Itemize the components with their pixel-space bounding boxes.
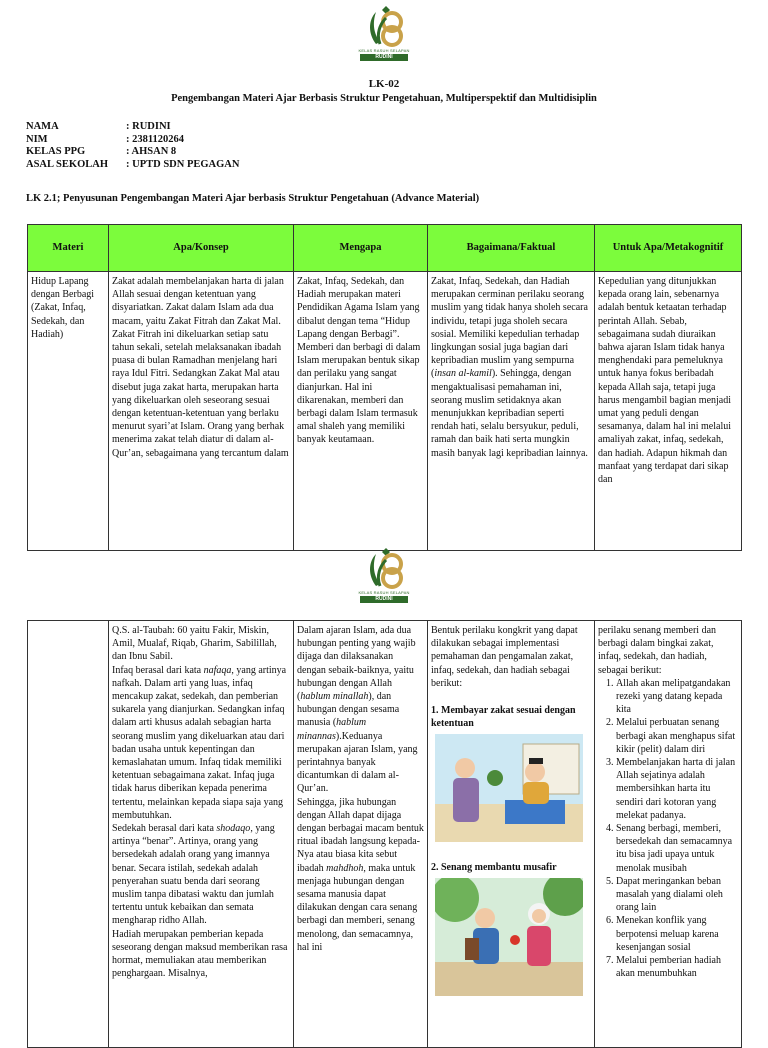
list-item: 3. Membelanjakan harta di jalan Allah sejatinya adalah membersihkan harta itu sendiri dari kotoran yang melekat padanya.	[616, 756, 738, 822]
logo-band: RUDINI	[360, 596, 408, 603]
identity-row: NAMA : RUDINI	[26, 121, 171, 132]
col-header-apa: Apa/Konsep	[109, 225, 294, 272]
material-table	[27, 224, 742, 551]
identity-row: KELAS PPG : AHSAN 8	[26, 146, 177, 157]
list-item: 5. Dapat meringankan beban masalah yang dialami oleh orang lain	[616, 875, 738, 915]
section-title: LK 2.1; Penyusunan Pengembangan Materi Ajar berbasis Struktur Pengetahuan (Advance Material)	[26, 193, 480, 204]
zakat-payment-illustration-icon	[435, 734, 583, 842]
col-header-materi: Materi	[28, 225, 109, 272]
institution-logo	[346, 546, 422, 603]
benefit-list	[598, 677, 738, 981]
identity-row: ASAL SEKOLAH : UPTD SDN PEGAGAN	[26, 158, 240, 170]
col-header-mengapa: Mengapa	[294, 225, 428, 272]
cell-materi: Hidup Lapang dengan Berbagi (Zakat, Infaq, Sedekah, dan Hadiah)	[28, 272, 109, 551]
table-row	[28, 621, 742, 1048]
cell-apa: Zakat adalah membelanjakan harta di jalan Allah sesuai dengan ketentuan yang disyariatkan. Zakat dalam Islam ada dua macam, yaitu Zakat Fitrah dan Zakat Mal. Zakat Fitrah ini dikeluarkan setiap satu tahun sekali, setelah melaksanakan ibadah puasa di bulan Ramadhan menjelang hari raya Idul Fitri. Sedangkan Zakat Mal atau disebut juga zakat harta, merupakan harta yang dikeluarkan oleh seseorang sesuai dengan ketentuan-ketentuan yang berlaku menurut syari’at Islam. Orang yang berhak menerima zakat telah diatur di dalam al-Qur’an, sebagaimana yang tercantum dalam	[109, 272, 294, 551]
cell-untuk: Kepedulian yang ditunjukkan kepada orang lain, sebenarnya adalah bentuk ketaatan terhadap perintah Allah. Sebab, sebagaimana sudah diuraikan bahwa ajaran Islam tidak hanya menghendaki para pemeluknya untuk hanya fokus beribadah kepada Allah saja, tetapi juga harus mengambil bagian menjadi umat yang peduli dengan sesamanya, dalam hal ini melalui amaliyah zakat, infaq, sedekah, dan hadiah. Adapun hikmah dan manfaat yang terdapat dari sikap dan	[595, 272, 742, 551]
logo-emblem-icon	[346, 546, 422, 590]
cell-bagaimana: Zakat, Infaq, Sedekah, dan Hadiah merupakan cerminan perilaku seorang muslim yang tidak hanya sholeh secara individu, tetapi juga sholeh secara sosial. Memiliki kepedulian terhadap lingkungan sosial juga bagian dari kepribadian muslim yang sempurna (insan al-kamil). Sehingga, dengan mengaktualisasi pemahaman ini, seorang muslim setidaknya akan menunjukkan kepribadian seperti rendah hati, selalu bersyukur, peduli, ramah dan baik hati serta mungkin masih banyak lagi kepribadian lainnya.	[428, 272, 595, 551]
cell-untuk: perilaku senang memberi dan berbagi dalam bingkai zakat, infaq, sedekah, dan hadiah, sebagai berikut: 1. Allah akan melipatgandakan rezeki yang datang kepada kita 2. Melalui perbuatan senang berbagi akan menghapus sifat kikir (pelit) dalam diri 3. Membelanjakan harta di jalan Allah sejatinya adalah membersihkan harta itu sendiri dari kotoran yang melekat padanya. 4. Senang berbagi, memberi, bersedekah dan semacamnya itu bisa jadi upaya untuk menolak musibah 5. Dapat meringankan beban masalah yang dialami oleh orang lain 6. Menekan konflik yang berpotensi meluap karena kesenjangan sosial 7. Melalui pemberian hadiah akan menumbuhkan	[595, 621, 742, 1048]
table-row	[28, 272, 742, 551]
logo-emblem-icon	[346, 4, 422, 48]
list-item: 1. Allah akan melipatgandakan rezeki yang datang kepada kita	[616, 677, 738, 717]
list-item: 7. Melalui pemberian hadiah akan menumbuhkan	[616, 954, 738, 980]
material-table-continued	[27, 620, 742, 1048]
logo-band: RUDINI	[360, 54, 408, 61]
institution-logo	[346, 4, 422, 61]
col-header-untuk: Untuk Apa/Metakognitif	[595, 225, 742, 272]
table-header-row	[28, 225, 742, 272]
illustration-title: 1. Membayar zakat sesuai dengan ketentuan	[431, 705, 576, 730]
helping-traveler-illustration-icon	[435, 878, 583, 996]
list-item: 6. Menekan konflik yang berpotensi meluap karena kesenjangan sosial	[616, 914, 738, 954]
col-header-bagaimana: Bagaimana/Faktual	[428, 225, 595, 272]
identity-block	[26, 121, 239, 171]
identity-row: NIM : 2381120264	[26, 133, 185, 145]
logo-text: KELAS RASUH SELAPAN	[358, 48, 410, 53]
cell-bagaimana: Bentuk perilaku kongkrit yang dapat dilakukan sebagai implementasi pemahaman dan pengamalan zakat, infaq, sedekah, dan hadiah sebagai berikut: 1. Membayar zakat sesuai dengan ketentuan 2. Senang membantu musafir	[428, 621, 595, 1048]
cell-materi	[28, 621, 109, 1048]
cell-mengapa: Zakat, Infaq, Sedekah, dan Hadiah merupakan materi Pendidikan Agama Islam yang dibalut dengan tema “Hidup Lapang dengan Berbagi”. Memberi dan berbagi di dalam Islam merupakan bentuk sikap dan perilaku yang sangat dianjurkan. Hal ini dikarenakan, memberi dan berbagi dalam Islam termasuk amal shaleh yang memiliki banyak keutamaan.	[294, 272, 428, 551]
list-item: 4. Senang berbagi, memberi, bersedekah dan semacamnya itu bisa jadi upaya untuk menolak musibah	[616, 822, 738, 875]
doc-code: LK-02	[368, 78, 400, 90]
doc-title: Pengembangan Materi Ajar Berbasis Struktur Pengetahuan, Multiperspektif dan Multidisiplin	[171, 93, 597, 104]
list-item: 2. Melalui perbuatan senang berbagi akan menghapus sifat kikir (pelit) dalam diri	[616, 716, 738, 756]
cell-apa: Q.S. al-Taubah: 60 yaitu Fakir, Miskin, Amil, Mualaf, Riqab, Gharim, Sabilillah, dan Ibnu Sabil. Infaq berasal dari kata nafaqa, yang artinya nafkah. Dalam arti yang luas, infaq mencakup zakat, sedekah, dan pemberian sukarela yang dianjurkan. Sedangkan infaq dalam arti khusus adalah sebagian harta seorang muslim yang dikeluarkan atau dari badan usaha untuk kepentingan dan kemaslahatan umum. Infaq tidak memiliki ketentuan sebagaimana zakat. Infaq juga tidak harus diberikan kepada penerima tertentu, melainkan kepada siapa saja yang membutuhkan. Sedekah berasal dari kata shodaqo, yang artinya “benar”. Artinya, orang yang bersedekah adalah orang yang imannya benar. Secara istilah, sedekah adalah penyerahan suatu benda dari seorang muslim tanpa dibatasi waktu dan jumlah tertentu untuk kebaikan dan semata mengharap ridho Allah. Hadiah merupakan pemberian kepada seseorang dengan maksud memberikan rasa hormat, memuliakan atau memberikan penghargaan. Misalnya,	[109, 621, 294, 1048]
illustration-title: 2. Senang membantu musafir	[431, 861, 557, 873]
cell-mengapa: Dalam ajaran Islam, ada dua hubungan penting yang wajib dijaga dan dilaksanakan dengan sebaik-baiknya, yaitu hubungan dengan Allah (hablum minallah), dan hubungan dengan sesama manusia (hablum minannas).Keduanya merupakan ajaran Islam, yang perintahnya banyak dicantumkan di dalam al-Qur’an. Sehingga, jika hubungan dengan Allah dapat dijaga dengan berbagai macam bentuk ritual ibadah langsung kepada-Nya atau biasa kita sebut ibadah mahdhoh, maka untuk menjaga hubungan dengan sesama manusia dapat dilakukan dengan cara senang berbagi dan memberi, senang menolong, dan semacamnya, hal ini	[294, 621, 428, 1048]
logo-text: KELAS RASUH SELAPAN	[358, 590, 410, 595]
